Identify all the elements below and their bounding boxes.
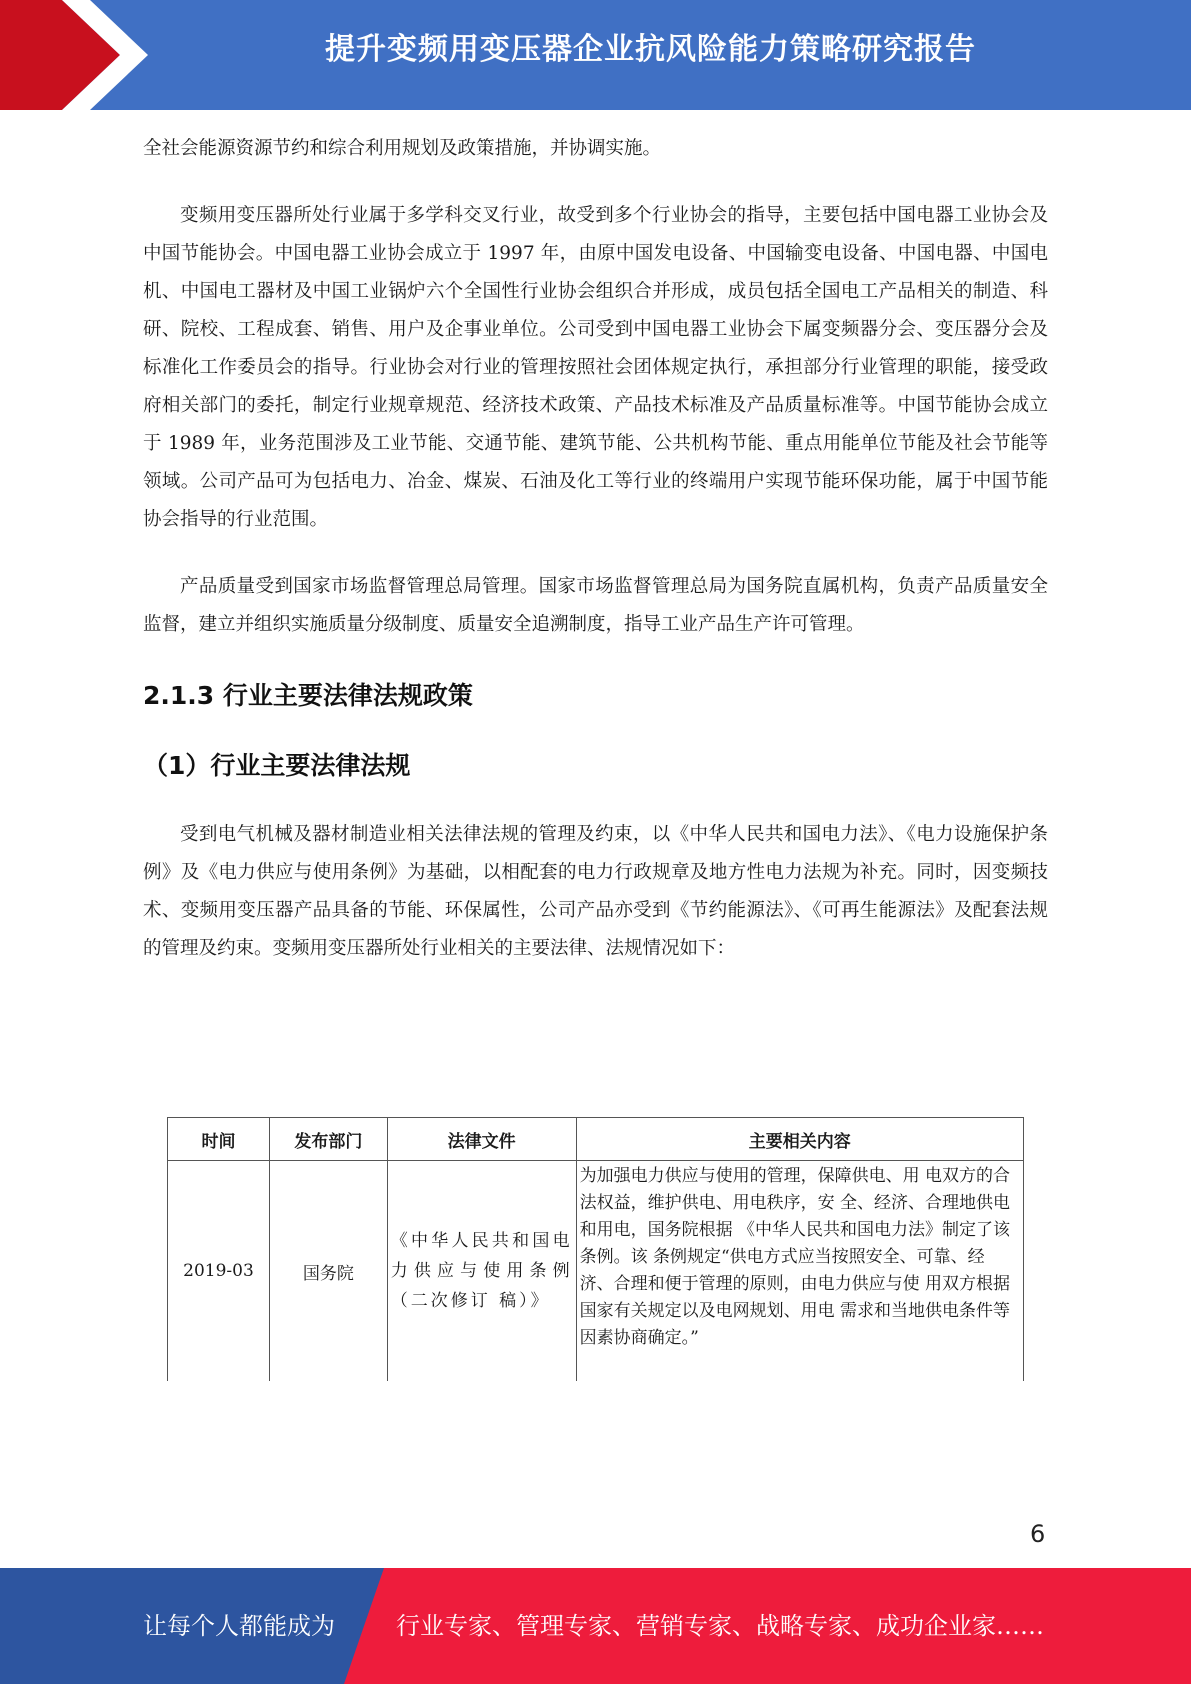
section-heading: 2.1.3 行业主要法律法规政策 xyxy=(143,681,473,710)
laws-table xyxy=(167,1117,1024,1381)
paragraph-laws-intro: 受到电气机械及器材制造业相关法律法规的管理及约束，以《中华人民共和国电力法》、《电力设施保护条例》及《电力供应与使用条例》为基础，以相配套的电力行政规章及地方性电力法规为补充。同时，因变频技术、变频用变压器产品具备的节能、环保属性，公司产品亦受到《节约能源法》、《可再生能源法》及配套法规的管理及约束。变频用变压器所处行业相关的主要法律、法规情况如下： xyxy=(143,824,1048,959)
subsection-heading: （1）行业主要法律法规 xyxy=(143,751,411,780)
page-header xyxy=(0,0,1191,110)
cell-department: 国务院 xyxy=(269,1161,387,1382)
table-header-row xyxy=(168,1118,1024,1161)
paragraph-industry-associations: 变频用变压器所处行业属于多学科交叉行业，故受到多个行业协会的指导，主要包括中国电器工业协会及中国节能协会。中国电器工业协会成立于 1997 年，由原中国发电设备、中国输变电设备、中国电器、中国电机、中国电工器材及中国工业锅炉六个全国性行业协会组织合并形成，成员包括全国电工产品相关的制造、科研、院校、工程成套、销售、用户及企事业单位。公司受到中国电器工业协会下属变频器分会、变压器分会及标准化工作委员会的指导。行业协会对行业的管理按照社会团体规定执行，承担部分行业管理的职能，接受政府相关部门的委托，制定行业规章规范、经济技术政策、产品技术标准及产品质量标准等。中国节能协会成立于 1989 年，业务范围涉及工业节能、交通节能、建筑节能、公共机构节能、重点用能单位节能及社会节能等领域。公司产品可为包括电力、冶金、煤炭、石油及化工等行业的终端用户实现节能环保功能，属于中国节能协会指导的行业范围。 xyxy=(143,205,1048,530)
table-row xyxy=(168,1161,1024,1382)
cell-content: 为加强电力供应与使用的管理，保障供电、用 电双方的合法权益，维护供电、用电秩序，安 全、经济、合理地供电和用电，国务院根据 《中华人民共和国电力法》制定了该条例。该 条例规定“供电方式应当按照安全、可靠、经 济、合理和便于管理的原则，由电力供应与使 用双方根据国家有关规定以及电网规划、用电 需求和当地供电条件等因素协商确定。” xyxy=(576,1161,1023,1382)
header-date: 时间 xyxy=(168,1118,270,1161)
page-content xyxy=(143,130,1048,968)
footer-slogan-right: 行业专家、管理专家、营销专家、战略专家、成功企业家…… xyxy=(396,1612,1044,1640)
header-department: 发布部门 xyxy=(269,1118,387,1161)
paragraph-quality-supervision: 产品质量受到国家市场监督管理总局管理。国家市场监督管理总局为国务院直属机构，负责产品质量安全监督，建立并组织实施质量分级制度、质量安全追溯制度，指导工业产品生产许可管理。 xyxy=(143,576,1048,635)
header-title: 提升变频用变压器企业抗风险能力策略研究报告 xyxy=(325,32,976,67)
header-content: 主要相关内容 xyxy=(576,1118,1023,1161)
cell-document: 《中华人民共和国电力供应与使用条例（二次修订 稿）》 xyxy=(387,1161,576,1382)
footer-slogan-left: 让每个人都能成为 xyxy=(143,1612,335,1640)
cell-date: 2019-03 xyxy=(168,1161,270,1382)
paragraph-continuation: 全社会能源资源节约和综合利用规划及政策措施，并协调实施。 xyxy=(143,138,662,159)
header-document: 法律文件 xyxy=(387,1118,576,1161)
page-number: 6 xyxy=(1030,1520,1046,1548)
